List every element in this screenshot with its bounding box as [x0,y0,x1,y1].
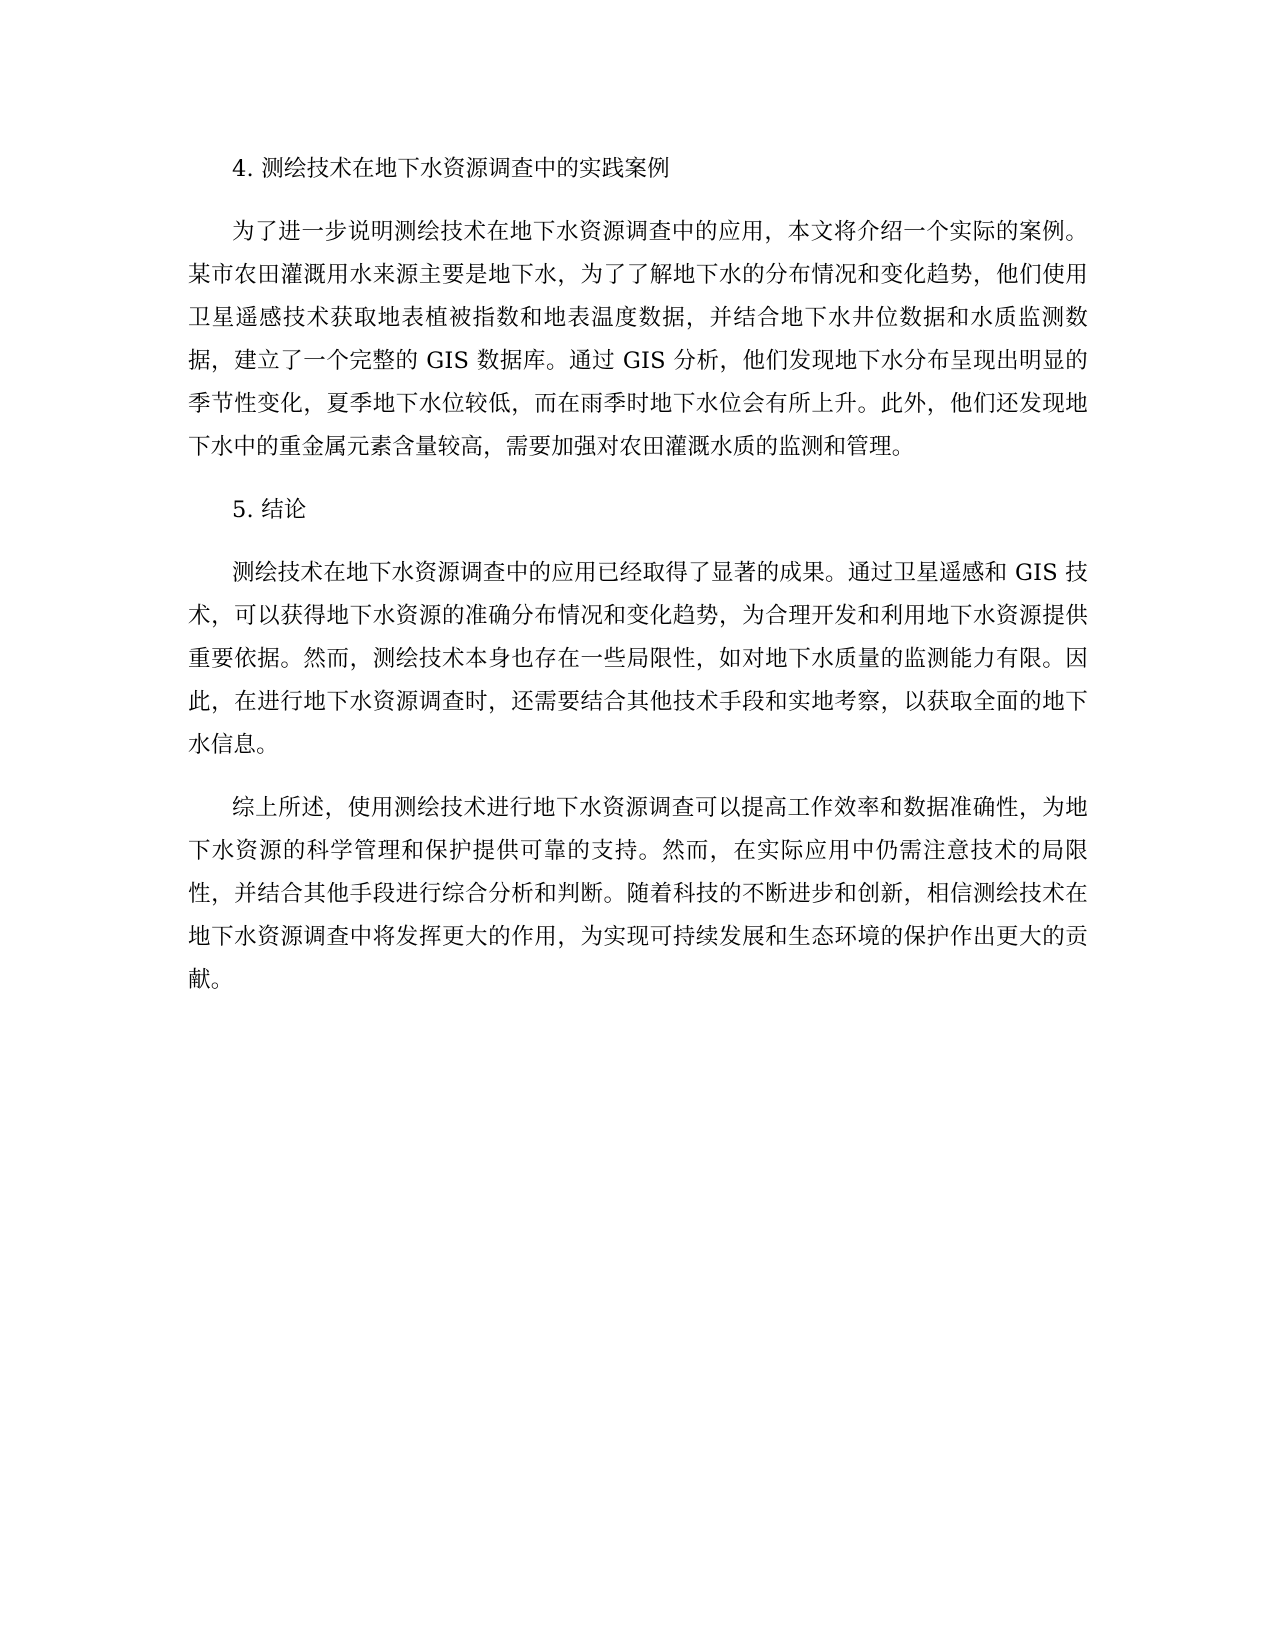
document-body [188,148,1088,1022]
section-heading-conclusion: 5. 结论 [232,497,307,523]
paragraph-conclusion-1: 测绘技术在地下水资源调查中的应用已经取得了显著的成果。通过卫星遥感和 GIS 技术，可以获得地下水资源的准确分布情况和变化趋势，为合理开发和利用地下水资源提供重要依据。然而，测绘技术本身也存在一些局限性，如对地下水质量的监测能力有限。因此，在进行地下水资源调查时，还需要结合其他技术手段和实地考察，以获取全面的地下水信息。 [188,560,1088,758]
section-heading-case-study: 4. 测绘技术在地下水资源调查中的实践案例 [232,156,670,182]
paragraph-conclusion-2: 综上所述，使用测绘技术进行地下水资源调查可以提高工作效率和数据准确性，为地下水资源的科学管理和保护提供可靠的支持。然而，在实际应用中仍需注意技术的局限性，并结合其他手段进行综合分析和判断。随着科技的不断进步和创新，相信测绘技术在地下水资源调查中将发挥更大的作用，为实现可持续发展和生态环境的保护作出更大的贡献。 [188,795,1088,993]
paragraph-case-study: 为了进一步说明测绘技术在地下水资源调查中的应用，本文将介绍一个实际的案例。某市农田灌溉用水来源主要是地下水，为了了解地下水的分布情况和变化趋势，他们使用卫星遥感技术获取地表植被指数和地表温度数据，并结合地下水井位数据和水质监测数据，建立了一个完整的 GIS 数据库。通过 GIS 分析，他们发现地下水分布呈现出明显的季节性变化，夏季地下水位较低，而在雨季时地下水位会有所上升。此外，他们还发现地下水中的重金属元素含量较高，需要加强对农田灌溉水质的监测和管理。 [188,219,1088,460]
